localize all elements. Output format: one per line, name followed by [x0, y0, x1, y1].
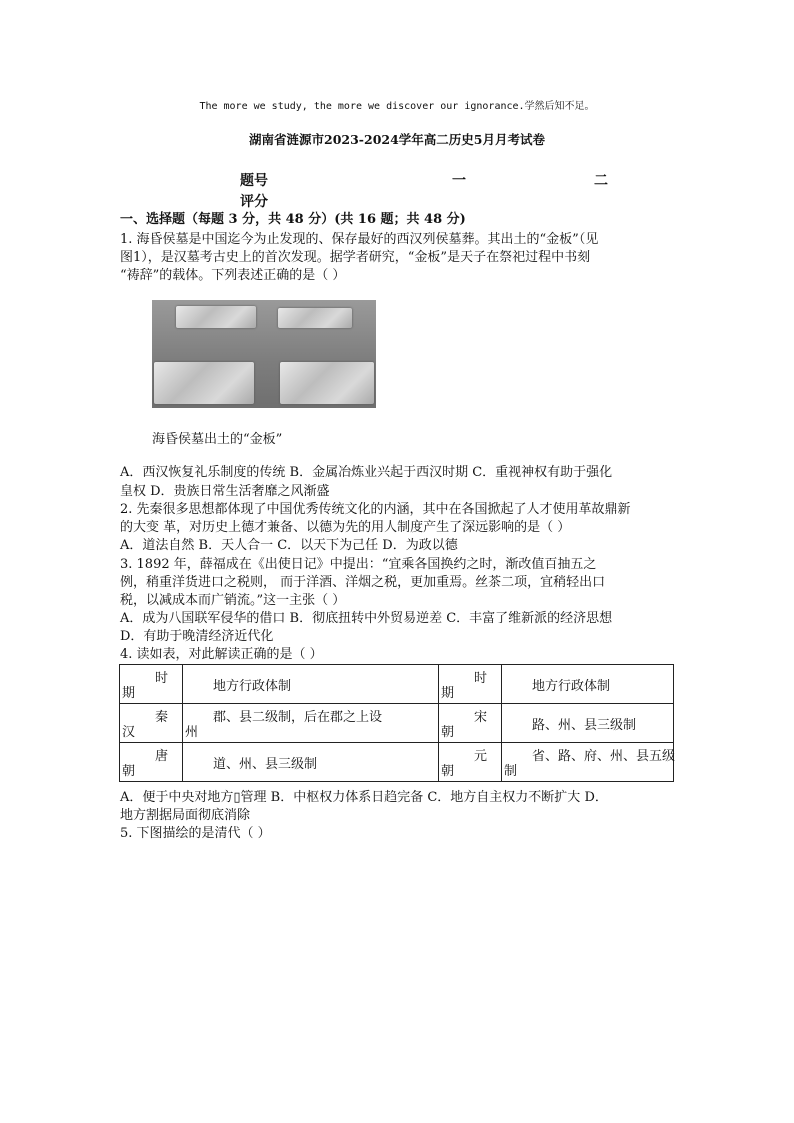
table-row [120, 665, 674, 704]
score-label-score: 评分 [240, 194, 268, 210]
q3-line-1: 3. 1892 年，薛福成在《出使日记》中提出：“宜乘各国换约之时，渐改值百抽五之 [120, 557, 597, 572]
q1-line-2: 图1），是汉墓考古史上的首次发现。据学者研究，“金板”是天子在祭祀过程中书刻 [120, 250, 591, 265]
q4-options-2: 地方割据局面彻底消除 [120, 808, 251, 823]
score-col-1: 一 [452, 173, 466, 189]
table-cell-system: 省、路、府、州、县五级 制 [502, 743, 674, 782]
table-cell-period: 秦 汉 [120, 704, 183, 743]
table-cell-system: 路、州、县三级制 [502, 704, 674, 743]
table-header-system: 地方行政体制 [183, 665, 439, 704]
q3-line-3: 税，以减成本而广销流。”这一主张（ ） [120, 593, 346, 608]
score-col-2: 二 [594, 173, 608, 189]
q2-line-2: 的大变 革，对历史上德才兼备、以德为先的用人制度产生了深远影响的是（ ） [120, 520, 571, 535]
photo-caption: 海昏侯墓出土的“金板” [152, 432, 283, 447]
gold-plates-photo [152, 300, 376, 408]
q1-line-3: “祷辞”的载体。下列表述正确的是（ ） [120, 268, 346, 283]
q2-line-1: 2. 先秦很多思想都体现了中国优秀传统文化的内涵，其中在各国掀起了人才使用革故鼎新 [120, 502, 631, 517]
q3-line-2: 例，稍重洋货进口之税则， 而于洋酒、洋烟之税，更加重焉。丝茶二项，宜稍轻出口 [120, 575, 606, 590]
table-header-system: 地方行政体制 [502, 665, 674, 704]
table-cell-period: 元 朝 [439, 743, 502, 782]
q5-line-1: 5. 下图描绘的是清代（ ） [120, 826, 271, 841]
table-cell-system: 郡、县二级制，后在郡之上设 州 [183, 704, 439, 743]
table-row [120, 743, 674, 782]
q3-options-1: A．成为八国联军侵华的借口 B．彻底扭转中外贸易逆差 C．丰富了维新派的经济思想 [120, 611, 613, 626]
section-heading: 一、选择题（每题 3 分，共 48 分）(共 16 题；共 48 分) [120, 212, 466, 227]
q1-options-2: 皇权 D．贵族日常生活奢靡之风渐盛 [120, 484, 330, 499]
table-cell-period: 唐 朝 [120, 743, 183, 782]
table-cell-period: 宋 朝 [439, 704, 502, 743]
score-label-question-no: 题号 [240, 173, 268, 189]
table-header-period: 时 期 [439, 665, 502, 704]
header-motto: The more we study, the more we discover our ignorance.学然后知不足。 [199, 101, 595, 112]
table-cell-system: 道、州、县三级制 [183, 743, 439, 782]
q1-line-1: 1. 海昏侯墓是中国迄今为止发现的、保存最好的西汉列侯墓葬。其出土的“金板”（见 [120, 232, 599, 247]
q4-options-1: A．便于中央对地方▯管理 B．中枢权力体系日趋完备 C．地方自主权力不断扩大 D． [120, 790, 608, 805]
q1-options-1: A．西汉恢复礼乐制度的传统 B．金属冶炼业兴起于西汉时期 C．重视神权有助于强化 [120, 465, 613, 480]
q2-options: A．道法自然 B．天人合一 C．以天下为己任 D．为政以德 [120, 538, 458, 553]
table-header-period: 时 期 [120, 665, 183, 704]
exam-title: 湖南省涟源市2023-2024学年高二历史5月月考试卷 [249, 132, 545, 147]
table-row [120, 704, 674, 743]
q3-options-2: D．有助于晚清经济近代化 [120, 629, 274, 644]
admin-system-table [119, 664, 674, 782]
q4-line-1: 4. 读如表，对此解读正确的是（ ） [120, 647, 323, 662]
